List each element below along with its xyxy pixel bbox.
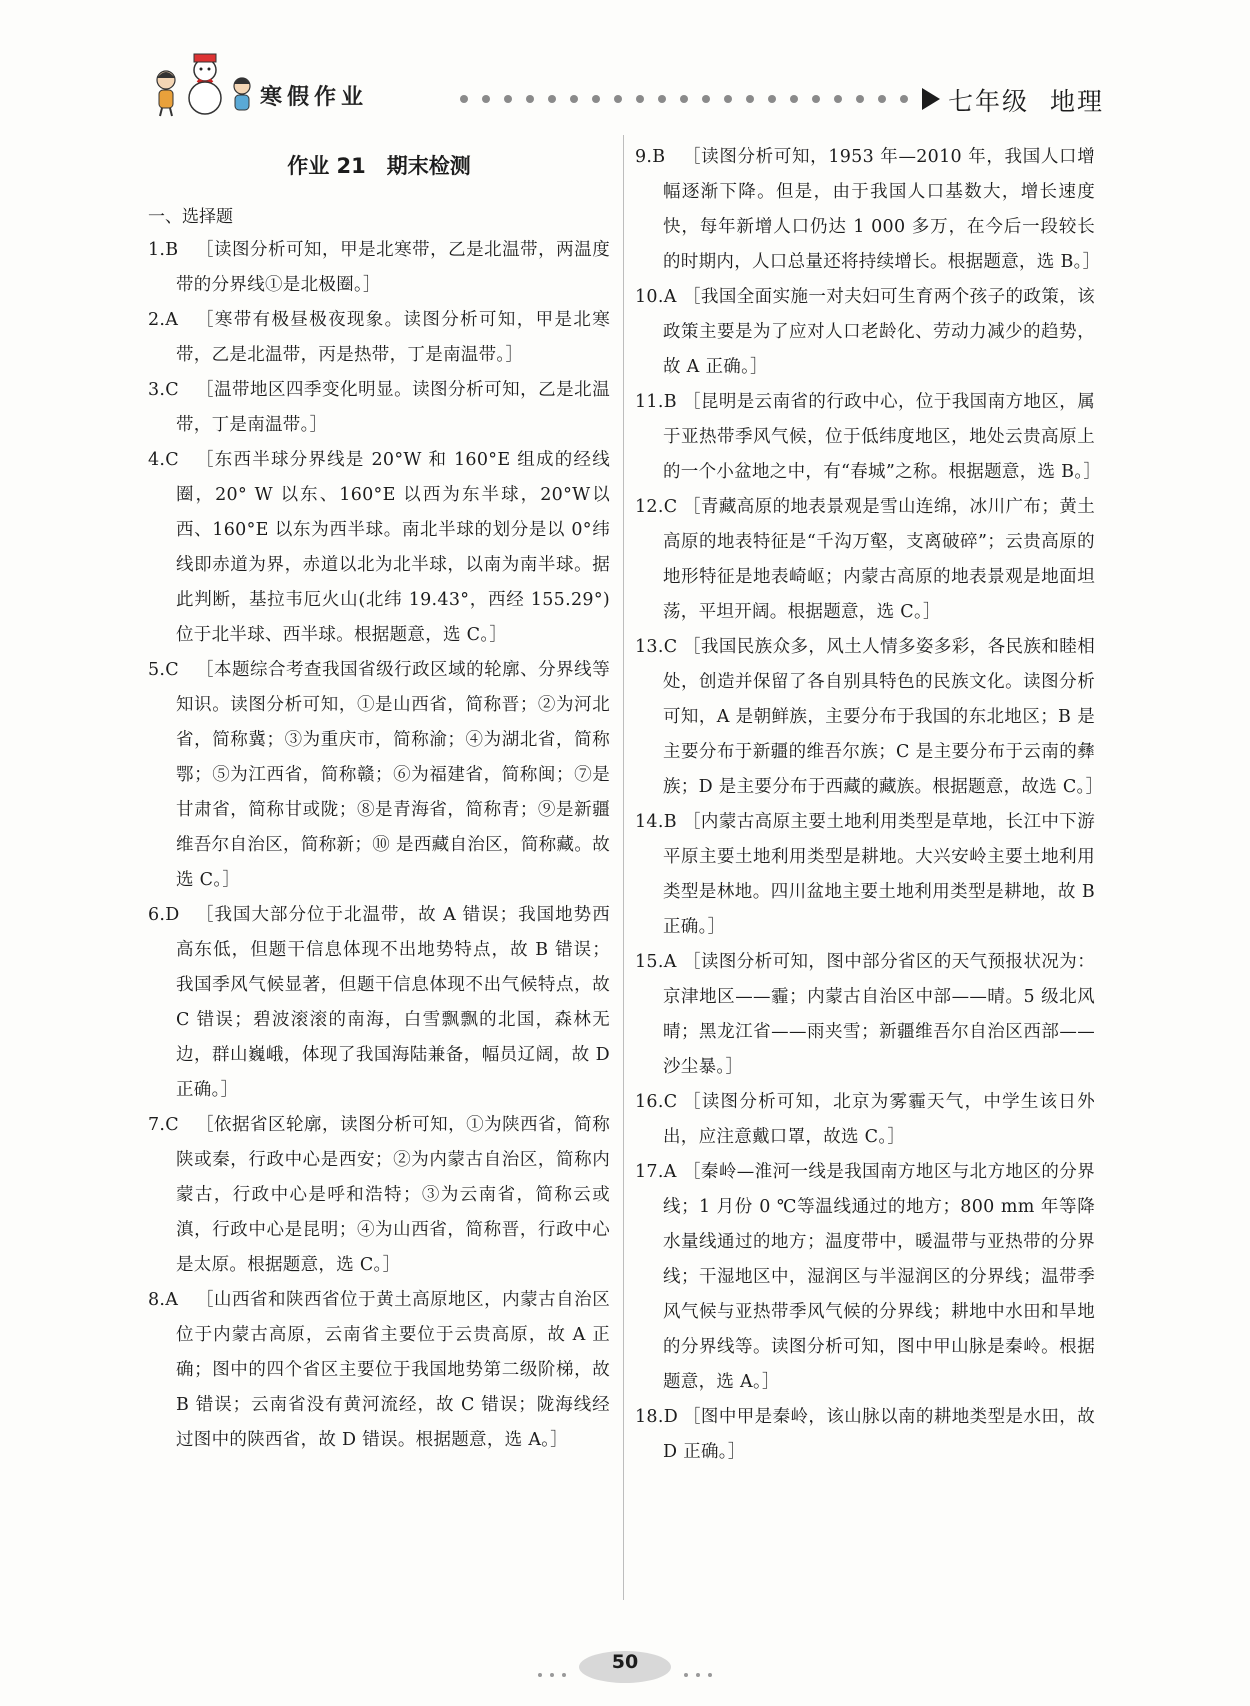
- left-column: [148, 140, 610, 1458]
- page-number: 50: [611, 1651, 639, 1673]
- answer-explanation: ［温带地区四季变化明显。读图分析可知，乙是北温带，丁是南温带。］: [176, 380, 610, 435]
- answer-explanation: ［我国民族众多，风土人情多姿多彩，各民族和睦相处，创造并保留了各自别具特色的民族文化。读图分析可知，A 是朝鲜族，主要分布于我国的东北地区；B 是主要分布于新疆的维吾尔族；C 是主要分布于云南的彝族；D 是主要分布于西藏的藏族。根据题意，故选 C。］: [663, 637, 1104, 797]
- answer-explanation: ［本题综合考查我国省级行政区域的轮廓、分界线等知识。读图分析可知，①是山西省，简称晋；②为河北省，简称冀；③为重庆市，简称渝；④为湖北省，简称鄂；⑤为江西省，简称赣；⑥为福建省，简称闽；⑦是甘肃省，简称甘或陇；⑧是青海省，简称青；⑨是新疆维吾尔自治区，简称新；⑩ 是西藏自治区，简称藏。故选 C。］: [176, 660, 610, 890]
- answer-explanation: ［图中甲是秦岭，该山脉以南的耕地类型是水田，故 D 正确。］: [663, 1407, 1095, 1462]
- answer-item: [635, 280, 1095, 385]
- answer-number: 18.D: [635, 1407, 679, 1427]
- answer-explanation: ［秦岭—淮河一线是我国南方地区与北方地区的分界线；1 月份 0 ℃等温线通过的地方；800 mm 年等降水量线通过的地方；温度带中，暖温带与亚热带的分界线；干湿地区中，湿润区与半湿润区的分界线；温带季风气候与亚热带季风气候的分界线；耕地中水田和旱地的分界线等。读图分析可知，图中甲山脉是秦岭。根据题意，选 A。］: [663, 1162, 1095, 1392]
- answer-number: 8.A: [148, 1290, 179, 1310]
- answer-item: [148, 373, 610, 443]
- page-header: [0, 0, 1250, 120]
- answer-explanation: ［读图分析可知，甲是北寒带，乙是北温带，两温度带的分界线①是北极圈。］: [176, 240, 610, 295]
- answer-number: 16.C: [635, 1092, 678, 1112]
- answer-item: [635, 490, 1095, 630]
- answer-explanation: ［依据省区轮廓，读图分析可知，①为陕西省，简称陕或秦，行政中心是西安；②为内蒙古自治区，简称内蒙古，行政中心是呼和浩特；③为云南省，简称云或滇，行政中心是昆明；④为山西省，简称晋，行政中心是太原。根据题意，选 C。］: [176, 1115, 610, 1275]
- answer-item: [148, 233, 610, 303]
- answer-explanation: ［昆明是云南省的行政中心，位于我国南方地区，属于亚热带季风气候，位于低纬度地区，地处云贵高原上的一个小盆地之中，有“春城”之称。根据题意，选 B。］: [663, 392, 1102, 482]
- answer-explanation: ［青藏高原的地表景观是雪山连绵，冰川广布；黄土高原的地表特征是“千沟万壑，支离破碎”；云贵高原的地形特征是地表崎岖；内蒙古高原的地表景观是地面坦荡，平坦开阔。根据题意，选 C。］: [663, 497, 1095, 622]
- grade-label: 七年级: [948, 87, 1030, 116]
- answer-item: [635, 385, 1102, 490]
- section-heading: 一、选择题: [148, 207, 233, 227]
- answer-number: 13.C: [635, 637, 678, 657]
- answer-item: [635, 1155, 1095, 1400]
- answer-item: [635, 1400, 1095, 1470]
- answer-explanation: ［寒带有极昼极夜现象。读图分析可知，甲是北寒带，乙是北温带，丙是热带，丁是南温带。］: [176, 310, 610, 365]
- page-footer: [0, 1615, 1250, 1695]
- arrow-right-icon: [922, 88, 940, 110]
- section-title: 作业 21 期末检测: [287, 154, 471, 178]
- answer-list-left: [148, 233, 610, 1458]
- answer-number: 2.A: [148, 310, 179, 330]
- answer-explanation: ［我国全面实施一对夫妇可生育两个孩子的政策，该政策主要是为了应对人口老龄化、劳动力减少的趋势，故 A 正确。］: [663, 287, 1095, 377]
- snowman-kids-mascot-icon: [150, 50, 260, 118]
- answer-number: 17.A: [635, 1162, 677, 1182]
- answer-item: [148, 1283, 610, 1458]
- answer-number: 4.C: [148, 450, 179, 470]
- subject-label: 地理: [1050, 87, 1105, 116]
- answer-item: [148, 1108, 610, 1283]
- answer-item: [148, 443, 610, 653]
- banner-title: 寒假作业: [260, 85, 369, 110]
- answer-explanation: ［读图分析可知，北京为雾霾天气，中学生该日外出，应注意戴口罩，故选 C。］: [663, 1092, 1095, 1147]
- answer-explanation: ［山西省和陕西省位于黄土高原地区，内蒙古自治区位于内蒙古高原，云南省主要位于云贵高原，故 A 正确；图中的四个省区主要位于我国地势第二级阶梯，故 B 错误；云南省没有黄河流经，故 C 错误；陇海线经过图中的陕西省，故 D 错误。根据题意，选 A。］: [176, 1290, 610, 1450]
- answer-explanation: ［内蒙古高原主要土地利用类型是草地，长江中下游平原主要土地利用类型是耕地。大兴安岭主要土地利用类型是林地。四川盆地主要土地利用类型是耕地，故 B 正确。］: [663, 812, 1095, 937]
- answer-item: [148, 898, 610, 1108]
- answer-number: 12.C: [635, 497, 678, 517]
- answer-item: [635, 945, 1095, 1085]
- answer-explanation: ［东西半球分界线是 20°W 和 160°E 组成的经线圈，20° W 以东、160°E 以西为东半球，20°W以西、160°E 以东为西半球。南北半球的划分是以 0°纬线即赤道为界，赤道以北为北半球，以南为南半球。据此判断，基拉韦厄火山(北纬 19.43°，西经 155.29°)位于北半球、西半球。根据题意，选 C。］: [176, 450, 610, 645]
- answer-explanation: ［读图分析可知，1953 年—2010 年，我国人口增幅逐渐下降。但是，由于我国人口基数大，增长速度快，每年新增人口仍达 1 000 多万，在今后一段较长的时期内，人口总量还将持续增长。根据题意，选 B。］: [663, 147, 1101, 272]
- answer-number: 7.C: [148, 1115, 179, 1135]
- answer-list-right: [635, 140, 1104, 1470]
- answer-item: [635, 805, 1095, 945]
- answer-number: 5.C: [148, 660, 179, 680]
- answer-number: 9.B: [635, 147, 666, 167]
- answer-item: [148, 653, 610, 898]
- column-divider: [623, 135, 624, 1600]
- answer-number: 1.B: [148, 240, 179, 260]
- answer-number: 11.B: [635, 392, 677, 412]
- answer-number: 15.A: [635, 952, 677, 972]
- answer-item: [635, 630, 1104, 805]
- answer-number: 3.C: [148, 380, 179, 400]
- answer-explanation: ［我国大部分位于北温带，故 A 错误；我国地势西高东低，但题干信息体现不出地势特点，故 B 错误；我国季风气候显著，但题干信息体现不出气候特点，故 C 错误；碧波滚滚的南海，白雪飘飘的北国，森林无边，群山巍峨，体现了我国海陆兼备，幅员辽阔，故 D 正确。］: [176, 905, 610, 1100]
- answer-item: [635, 1085, 1095, 1155]
- header-dot-leader: [460, 95, 920, 105]
- answer-item: [635, 140, 1101, 280]
- answer-number: 6.D: [148, 905, 180, 925]
- answer-explanation: ［读图分析可知，图中部分省区的天气预报状况为：京津地区——霾；内蒙古自治区中部——晴。5 级北风晴；黑龙江省——雨夹雪；新疆维吾尔自治区西部——沙尘暴。］: [663, 952, 1095, 1077]
- answer-number: 10.A: [635, 287, 677, 307]
- answer-item: [148, 303, 610, 373]
- answer-number: 14.B: [635, 812, 677, 832]
- right-column: [635, 140, 1104, 1470]
